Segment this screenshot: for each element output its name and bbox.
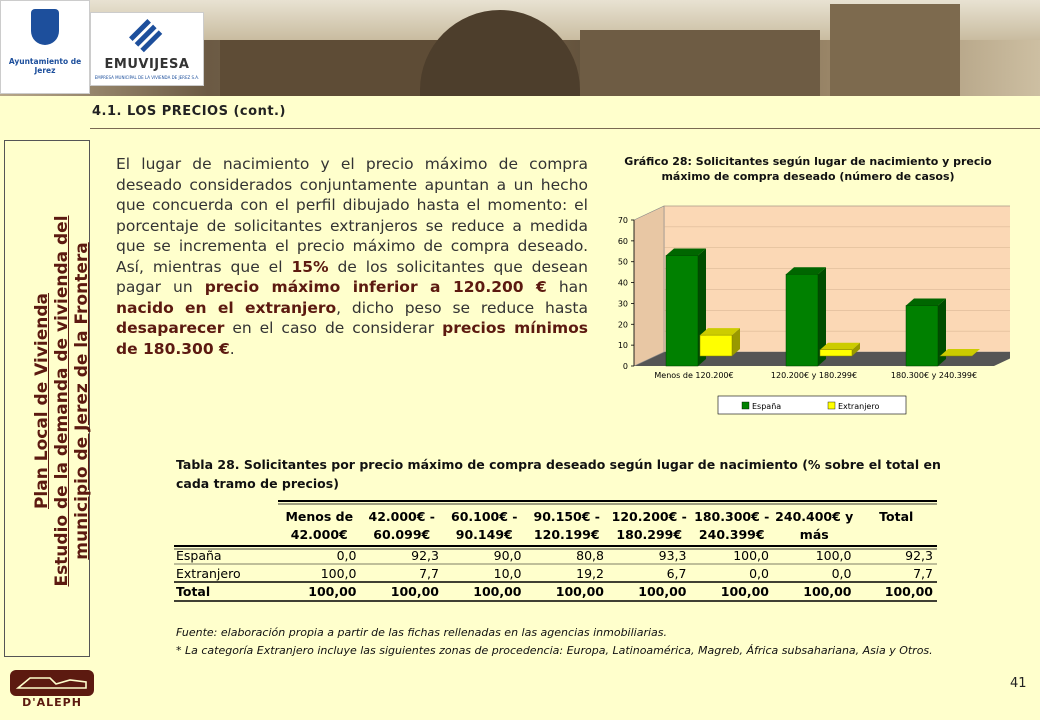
table-header-cell: 42.000€ <box>290 527 348 542</box>
bar-chart <box>610 186 1010 418</box>
para-text-6: . <box>229 339 235 358</box>
table-cell: 100,00 <box>555 584 604 599</box>
table-cell: 92,3 <box>905 548 933 563</box>
chart-bar-front <box>666 255 698 366</box>
daleph-text: D'ALEPH <box>22 696 82 709</box>
table-row-label: Total <box>176 584 211 599</box>
side-title-line3: municipio de Jerez de la Frontera <box>72 242 92 560</box>
header-divider <box>90 128 1040 129</box>
table-header-cell: más <box>799 527 829 542</box>
table-row-label: Extranjero <box>176 566 241 581</box>
table-header-cell: 180.300€ - <box>694 509 770 524</box>
table-cell: 0,0 <box>336 548 357 563</box>
chart-y-tick-label: 30 <box>617 299 628 309</box>
para-bold-1: 15% <box>291 257 329 276</box>
table-cell: 100,00 <box>803 584 852 599</box>
table-cell: 100,0 <box>815 548 852 563</box>
table-header-cell: 240.400€ y <box>775 509 854 524</box>
chart-x-tick-label: 180.300€ y 240.399€ <box>890 371 978 380</box>
side-title <box>32 149 92 653</box>
table-cell: 7,7 <box>419 566 439 581</box>
chart-bar-front <box>786 274 818 366</box>
cathedral-side <box>580 30 820 96</box>
shield-icon <box>31 9 59 45</box>
emuvijesa-logo <box>90 12 204 86</box>
chart-y-tick-label: 40 <box>617 278 628 288</box>
table-header-cell: 60.099€ <box>373 527 431 542</box>
table-header-cell: 42.000€ - <box>368 509 435 524</box>
chart-legend-swatch <box>828 402 835 409</box>
emuvijesa-title: EMUVIJESA <box>104 57 190 72</box>
table-header-cell: Total <box>879 509 914 524</box>
para-bold-2: precio máximo inferior a 120.200 € <box>204 278 547 296</box>
para-text-5: en el caso de considerar <box>224 319 443 337</box>
chart-bar-front <box>820 350 852 356</box>
table-row <box>176 548 933 563</box>
side-title-line2: Estudio de la demanda de vivienda del <box>52 215 72 587</box>
para-bold-5: precios mínimos de 180.300 € <box>116 319 588 358</box>
chart-bar-front <box>700 335 732 356</box>
table-header-cell: 60.100€ - <box>451 509 518 524</box>
table-cell: 7,7 <box>913 566 933 581</box>
footnote: * La categoría Extranjero incluye las siguientes zonas de procedencia: Europa, Latinoamérica, Magreb, África subsahariana, Asia y Otros. <box>176 644 933 657</box>
daleph-logo <box>8 668 96 712</box>
body-paragraph <box>116 154 588 359</box>
table-cell: 92,3 <box>411 548 439 563</box>
table-cell: 19,2 <box>576 566 604 581</box>
ayuntamiento-text: Ayuntamiento de Jerez <box>8 57 82 75</box>
chart-bar <box>820 343 860 356</box>
chart-x-tick-label: 120.200€ y 180.299€ <box>770 371 858 380</box>
table-cell: 100,0 <box>320 566 357 581</box>
table-header-cell: 90.150€ - <box>533 509 600 524</box>
table-cell: 0,0 <box>831 566 852 581</box>
table-header-cell: 120.199€ <box>533 527 600 542</box>
para-text-3: han <box>546 278 588 296</box>
chart-y-tick-label: 50 <box>617 257 628 267</box>
side-title-line1: Plan Local de Vivienda <box>32 292 52 510</box>
chart-bar-front <box>906 306 938 366</box>
chart-y-tick-label: 10 <box>617 341 628 351</box>
chart-title: Gráfico 28: Solicitantes según lugar de nacimiento y precio máximo de compra deseado (número de casos) <box>624 155 992 183</box>
table-cell: 100,00 <box>308 584 357 599</box>
chart-legend-label: Extranjero <box>838 402 880 411</box>
table-header-cell: Menos de <box>285 509 354 524</box>
chart-y-tick-label: 60 <box>617 236 628 246</box>
page-number: 41 <box>1010 676 1027 691</box>
table-cell: 93,3 <box>658 548 687 563</box>
source-note: Fuente: elaboración propia a partir de las fichas rellenadas en las agencias inmobiliarias. <box>176 626 668 639</box>
table-row <box>176 566 933 581</box>
emuvijesa-subtitle: EMPRESA MUNICIPAL DE LA VIVIENDA DE JEREZ S.A. <box>94 75 200 80</box>
chart-y-tick-label: 70 <box>617 216 628 225</box>
table-header-cell: 120.200€ - <box>611 509 687 524</box>
daleph-mark-icon <box>10 670 94 696</box>
chart-legend-label: España <box>752 402 782 411</box>
emuvijesa-mark-icon <box>129 19 163 53</box>
table-header-cell: 240.399€ <box>698 527 765 542</box>
header-banner <box>0 0 1040 96</box>
chart-y-tick-label: 0 <box>622 362 628 371</box>
side-title-box <box>4 140 90 657</box>
para-bold-3: nacido en el extranjero <box>116 298 337 317</box>
table-cell: 100,00 <box>884 584 933 599</box>
para-text-4: , dicho peso se reduce hasta <box>336 298 588 317</box>
table-cell: 100,00 <box>720 584 769 599</box>
para-text-1: El lugar de nacimiento y el precio máximo de compra deseado considerados conjuntamente apuntan a un hecho que concuerda con el perfil dibujado hasta el momento: el porcentaje de solicitantes extranjeros se reduce a medida que se incrementa el precio máximo de compra deseado. Así, mientras que el <box>116 155 588 276</box>
table-title: Tabla 28. Solicitantes por precio máximo de compra deseado según lugar de nacimiento (% sobre el total en cada tramo de precios) <box>176 457 941 491</box>
chart-legend-swatch <box>742 402 749 409</box>
table-header-cell: 90.149€ <box>455 527 513 542</box>
chart-bar <box>700 328 740 356</box>
table-cell: 100,00 <box>473 584 522 599</box>
chart-y-tick-label: 20 <box>617 320 628 330</box>
chart-legend <box>718 396 906 414</box>
bell-tower <box>830 4 960 96</box>
table-cell: 0,0 <box>749 566 769 581</box>
table-cell: 6,7 <box>666 566 687 581</box>
table-cell: 100,00 <box>638 584 687 599</box>
table-cell: 100,0 <box>733 548 769 563</box>
chart-side-wall <box>634 206 664 366</box>
section-title: 4.1. LOS PRECIOS (cont.) <box>92 104 286 119</box>
table-row-label: España <box>176 548 222 563</box>
data-table <box>174 500 944 604</box>
table-cell: 80,8 <box>576 548 604 563</box>
para-bold-4: desaparecer <box>116 319 225 337</box>
ayuntamiento-logo <box>0 0 90 94</box>
table-header-cell: 180.299€ <box>616 527 683 542</box>
table-cell: 10,0 <box>493 566 522 581</box>
table-cell: 100,00 <box>390 584 439 599</box>
para-text-2: de los solicitantes que desean pagar un <box>116 257 588 296</box>
table-row <box>176 584 933 599</box>
table-cell: 90,0 <box>493 548 522 563</box>
chart-x-tick-label: Menos de 120.200€ <box>654 371 734 380</box>
